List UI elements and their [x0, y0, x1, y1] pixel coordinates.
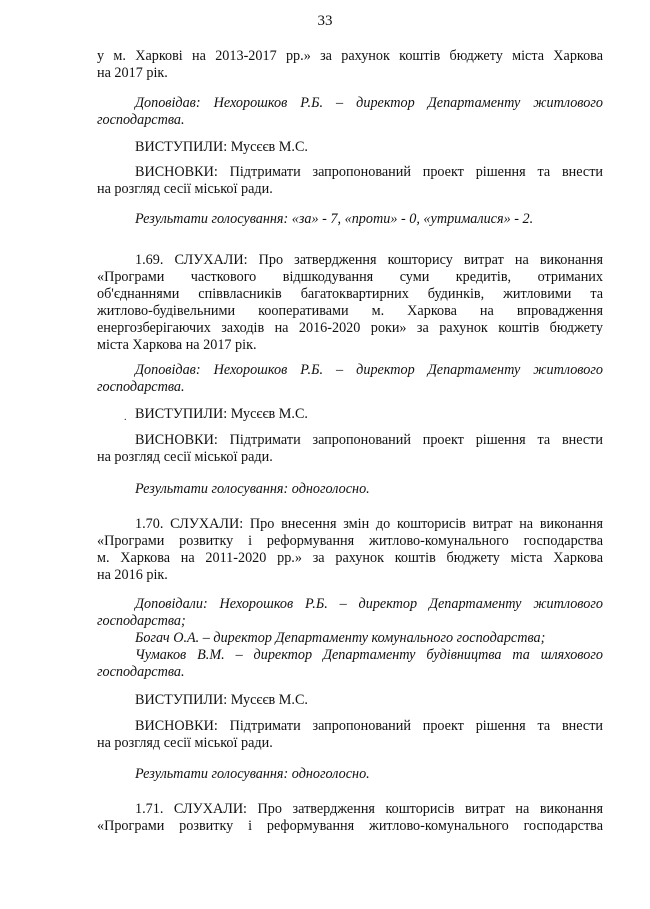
item-1-69-heard — [97, 252, 603, 354]
item-1-69-conclusions — [97, 432, 603, 466]
conclusions-block — [97, 164, 603, 198]
text-line: Доповідав: Нехорошков Р.Б. – директор Департаменту житлового — [135, 362, 603, 378]
vote-results: Результати голосування: «за» - 7, «проти» - 0, «утрималися» - 2. — [135, 211, 534, 227]
text-line: енергозберігаючих заходів на 2016-2020 роки» за рахунок коштів бюджету — [97, 320, 603, 336]
speakers-line: ВИСТУПИЛИ: Мусєєв М.С. — [135, 139, 308, 155]
item-1-70-vote-results: Результати голосування: одноголосно. — [135, 766, 370, 782]
item-1-69-speakers: ВИСТУПИЛИ: Мусєєв М.С. — [135, 406, 308, 422]
item-1-70-reporters — [97, 596, 603, 681]
page-number: 33 — [317, 13, 333, 29]
text-line: «Програми часткового відшкодування суми кредитів, отриманих — [97, 269, 603, 285]
text-line: на розгляд сесії міської ради. — [97, 449, 273, 465]
text-line: господарства. — [97, 379, 185, 395]
text-line: на розгляд сесії міської ради. — [97, 181, 273, 197]
item-1-70-heard — [97, 516, 603, 584]
paragraph-continuation — [97, 48, 603, 82]
item-1-69-reporter — [97, 362, 603, 396]
text-line: Чумаков В.М. – директор Департаменту будівництва та шляхового — [135, 647, 603, 663]
text-line: м. Харкова на 2011-2020 рр.» за рахунок коштів бюджету міста Харкова — [97, 550, 603, 566]
text-line: «Програми розвитку і реформування житлово-комунального господарства — [97, 818, 603, 834]
text-line: господарства. — [97, 112, 185, 128]
item-1-69-vote-results: Результати голосування: одноголосно. — [135, 481, 370, 497]
text-line: на розгляд сесії міської ради. — [97, 735, 273, 751]
text-line: ВИСНОВКИ: Підтримати запропонований проект рішення та внести — [135, 164, 603, 180]
text-line: Доповідав: Нехорошков Р.Б. – директор Департаменту житлового — [135, 95, 603, 111]
item-1-71-heard — [97, 801, 603, 835]
item-1-70-conclusions — [97, 718, 603, 752]
reporter-block — [97, 95, 603, 129]
text-line: ВИСНОВКИ: Підтримати запропонований проект рішення та внести — [135, 432, 603, 448]
text-line: на 2016 рік. — [97, 567, 168, 583]
text-line: ВИСНОВКИ: Підтримати запропонований проект рішення та внести — [135, 718, 603, 734]
text-line: 1.71. СЛУХАЛИ: Про затвердження кошторисів витрат на виконання — [135, 801, 603, 817]
text-line: Богач О.А. – директор Департаменту комунального господарства; — [135, 630, 546, 646]
text-line: 1.70. СЛУХАЛИ: Про внесення змін до кошторисів витрат на виконання — [135, 516, 603, 532]
text-line: у м. Харкові на 2013-2017 рр.» за рахунок коштів бюджету міста Харкова — [97, 48, 603, 64]
text-line: господарства. — [97, 664, 185, 680]
item-1-70-speakers: ВИСТУПИЛИ: Мусєєв М.С. — [135, 692, 308, 708]
text-line: господарства; — [97, 613, 186, 629]
text-line: 1.69. СЛУХАЛИ: Про затвердження кошторису витрат на виконання — [135, 252, 603, 268]
text-line: Доповідали: Нехорошков Р.Б. – директор Департаменту житлового — [135, 596, 603, 612]
text-line: на 2017 рік. — [97, 65, 168, 81]
stray-mark: . — [124, 412, 127, 423]
text-line: «Програми розвитку і реформування житлово-комунального господарства — [97, 533, 603, 549]
text-line: об'єднаннями співвласників багатоквартирних будинків, житловими та — [97, 286, 603, 302]
text-line: міста Харкова на 2017 рік. — [97, 337, 257, 353]
text-line: житлово-будівельними кооперативами м. Харкова на впровадження — [97, 303, 603, 319]
